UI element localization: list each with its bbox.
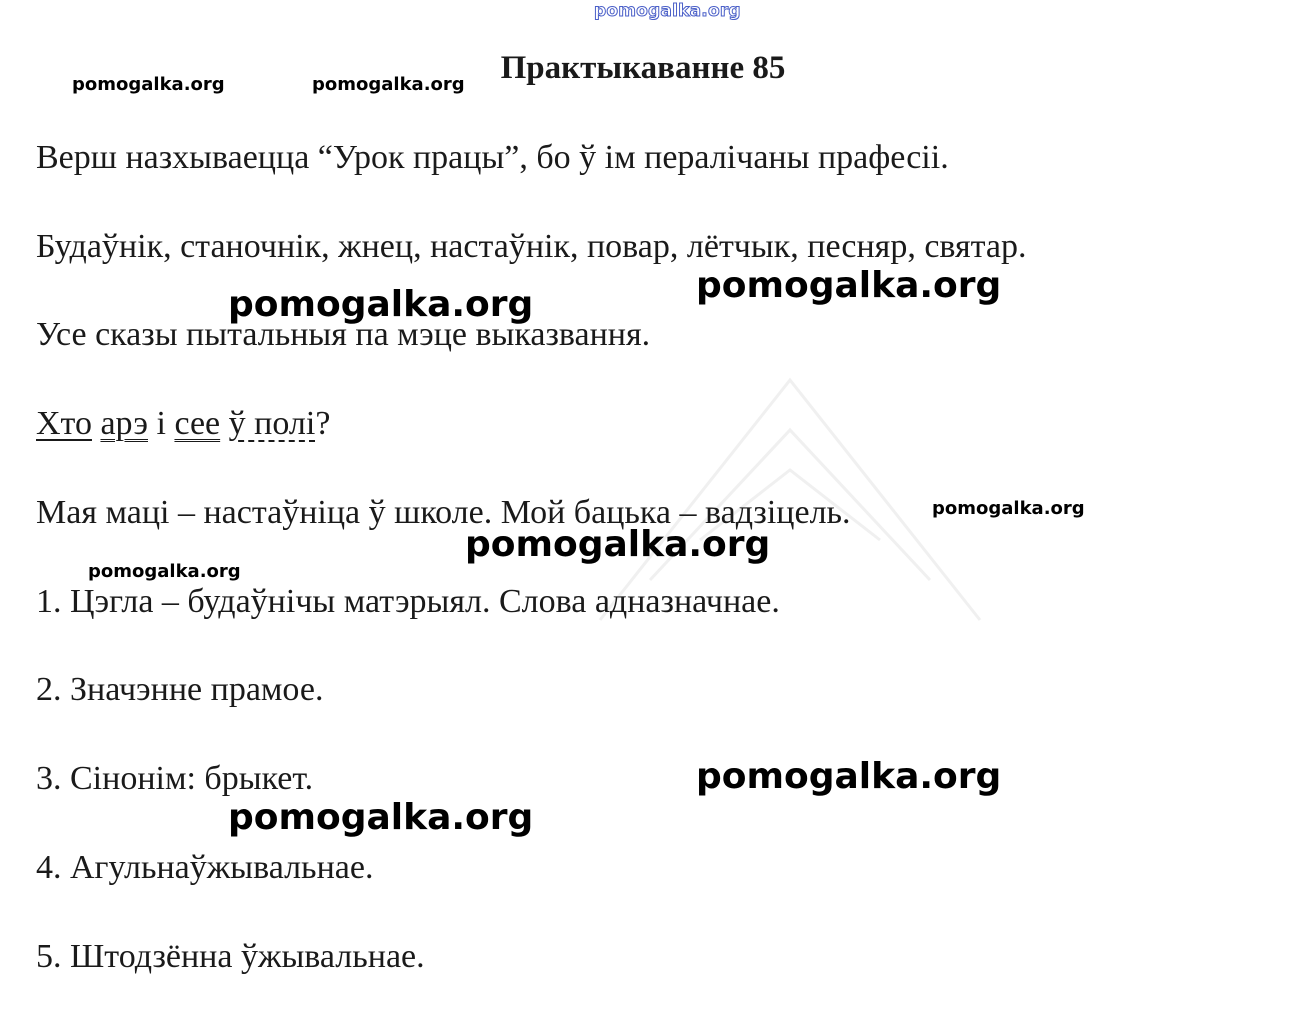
adverbial-phrase: ў полі xyxy=(228,405,316,442)
watermark: pomogalka.org xyxy=(932,498,1085,519)
predicate-word: арэ xyxy=(100,405,148,442)
question-mark: ? xyxy=(315,405,331,442)
watermark: pomogalka.org xyxy=(696,265,1002,306)
watermark-top: pomogalka.org xyxy=(594,1,741,21)
watermark: pomogalka.org xyxy=(696,756,1002,797)
text-line: Будаўнік, станочнік, жнец, настаўнік, повар, лётчык, песняр, святар. xyxy=(36,228,1027,265)
numbered-item: 3. Сінонім: брыкет. xyxy=(36,760,314,797)
watermark: pomogalka.org xyxy=(228,797,534,838)
predicate-word: сее xyxy=(174,405,221,442)
numbered-item: 5. Штодзённа ўжывальнае. xyxy=(36,938,425,975)
watermark: pomogalka.org xyxy=(228,284,534,325)
watermark: pomogalka.org xyxy=(72,74,225,95)
parsed-sentence xyxy=(36,407,330,441)
watermark: pomogalka.org xyxy=(88,561,241,582)
watermark: pomogalka.org xyxy=(465,524,771,565)
subject-word: Хто xyxy=(36,405,92,442)
numbered-item: 2. Значэнне прамое. xyxy=(36,671,324,708)
text-line: Мая маці – настаўніца ў школе. Мой бацька – вадзіцель. xyxy=(36,494,851,531)
page-title: Практыкаванне 85 xyxy=(500,50,786,86)
numbered-item: 1. Цэгла – будаўнічы матэрыял. Слова адназначнае. xyxy=(36,583,780,620)
numbered-item: 4. Агульнаўжывальнае. xyxy=(36,849,374,886)
text-line: Усе сказы пытальныя па мэце выказвання. xyxy=(36,316,651,353)
text-line: Верш назхываецца “Урок працы”, бо ў ім пералічаны прафесіі. xyxy=(36,139,949,176)
watermark: pomogalka.org xyxy=(312,74,465,95)
conjunction-word: і xyxy=(156,405,166,442)
